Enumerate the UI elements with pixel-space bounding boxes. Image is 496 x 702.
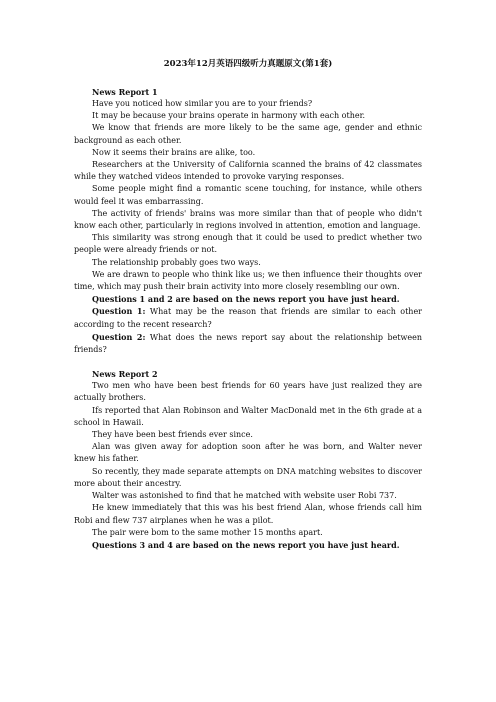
report-1-paragraph: The relationship probably goes two ways. [92,257,261,267]
report-2-paragraph: They have been best friends ever since. [92,430,253,440]
report-2-paragraph: Alan was given away for adoption soon after he was born, and Walter never knew his father. [74,442,422,464]
report-1-paragraph: Have you noticed how similar you are to your friends? [92,99,313,108]
section-spacer [74,356,422,368]
question-1 [74,305,422,330]
report-2-paragraph: He knew immediately that this was his best friend Alan, whose friends call him Robi and flew 737 airplanes when he was a pilot. [74,503,422,525]
question-1-text: What may be the reason that friends are similar to each other according to the recent research? [74,307,422,329]
question-2 [74,331,422,356]
report-1-paragraph: We know that friends are more likely to be the same age, gender and ethnic background as each other. [74,123,422,145]
question-1-label: Question 1: [92,306,146,317]
question-2-text: What does the news report say about the relationship between friends? [74,332,422,355]
questions-1-2-heading: Questions 1 and 2 are based on the news report you have just heard. [92,294,400,305]
report-1-paragraph: The activity of friends' brains was more similar than that of people who didn't know each other, particularly in regions involved in attention, emotion and language. [74,208,422,231]
report-2-paragraph: So recently, they made separate attempts on DNA matching websites to discover more about their ancestry. [74,466,422,488]
report-2-paragraph: Ifs reported that Alan Robinson and Walter MacDonald met in the 6th grade at a school in Hawaii. [74,405,422,427]
report-1-paragraph: We are drawn to people who think like us; we then influence their thoughts over time, which may push their brain activity into more closely resembling our own. [74,269,422,292]
report-2-paragraph: Two men who have been best friends for 60 years have just realized they are actually brothers. [74,381,422,403]
document-title: 2023年12月英语四级听力真题原文(第1套) [163,59,333,69]
report-1-paragraph: Some people might find a romantic scene touching, for instance, while others would feel it was embarrassing. [74,184,422,206]
report-2-heading: News Report 2 [92,369,158,380]
report-1-paragraph: This similarity was strong enough that it could be used to predict whether two people were already friends or not. [74,233,422,255]
report-2-paragraph: The pair were bom to the same mother 15 months apart. [92,527,323,537]
report-1-heading: News Report 1 [92,87,158,97]
report-1-paragraph: It may be because your brains operate in harmony with each other. [92,111,366,121]
report-1-paragraph: Now it seems their brains are alike, too. [92,147,256,157]
report-1-paragraph: Researchers at the University of California scanned the brains of 42 classmates while they watched videos intended to provoke varying responses. [74,160,422,182]
report-2-paragraph: Walter was astonished to find that he matched with website user Robi 737. [92,491,397,501]
questions-3-4-heading: Questions 3 and 4 are based on the news report you have just heard. [92,539,400,550]
question-2-label: Question 2: [92,331,146,342]
